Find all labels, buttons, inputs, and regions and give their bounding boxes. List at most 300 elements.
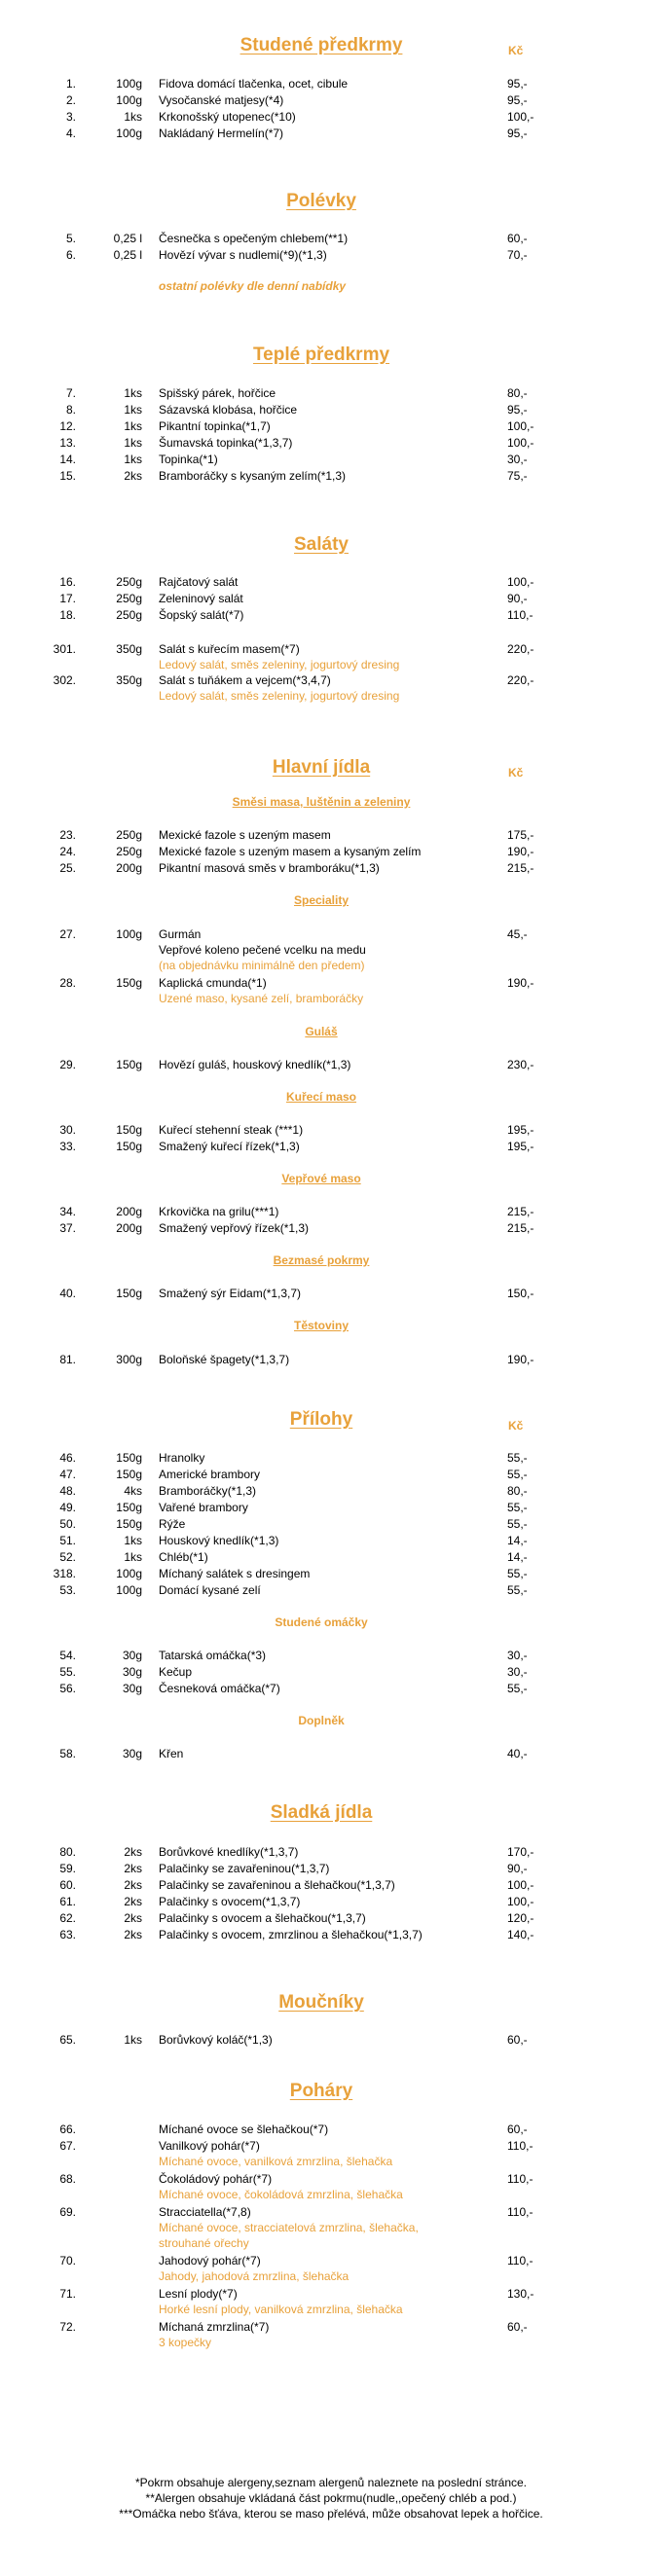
item-description: 3 kopečky [159,2336,212,2349]
menu-item [0,2204,663,2220]
item-price: 110,- [507,2172,534,2186]
item-price: 130,- [507,2287,534,2301]
item-quantity: 30g [122,1747,142,1760]
item-number: 80. [59,1845,76,1859]
menu-item [0,2122,663,2137]
menu-item [0,926,663,942]
menu-item-line [0,942,663,958]
menu-item [0,1286,663,1301]
item-number: 69. [59,2205,76,2219]
item-name: Salát s tuňákem a vejcem(*3,4,7) [159,673,331,687]
item-price: 150,- [507,1287,534,1300]
item-quantity: 4ks [124,1484,142,1498]
item-name: Vysočanské matjesy(*4) [159,93,284,107]
menu-item [0,1122,663,1138]
item-number: 40. [59,1287,76,1300]
subsection-title: Guláš [305,1025,338,1038]
menu-item [0,1648,663,1663]
section-note: ostatní polévky dle denní nabídky [159,279,347,293]
item-quantity: 1ks [124,1550,142,1564]
item-name: Vařené brambory [159,1501,248,1514]
subsection-title: Speciality [293,893,350,907]
item-quantity: 150g [116,1140,142,1153]
menu-item [0,591,663,606]
item-number: 47. [59,1468,76,1481]
item-quantity: 350g [116,642,142,656]
item-name: Hovězí guláš, houskový knedlík(*1,3) [159,1058,351,1071]
subsection-title: Doplněk [298,1714,345,1727]
item-name: Rajčatový salát [159,575,239,589]
menu-item [0,2286,663,2302]
item-quantity: 250g [116,608,142,622]
item-quantity: 300g [116,1353,142,1366]
menu-item [0,844,663,859]
item-description: Uzené maso, kysané zelí, bramboráčky [159,992,364,1005]
item-description-continued: strouhané ořechy [159,2236,249,2250]
item-price: 30,- [507,453,528,466]
menu-item [0,109,663,125]
menu-item [0,1500,663,1515]
item-name: Smažený vepřový řízek(*1,3) [159,1221,310,1235]
item-price: 95,- [507,127,528,140]
item-quantity: 1ks [124,1534,142,1547]
item-number: 81. [59,1353,76,1366]
item-number: 34. [59,1205,76,1218]
item-number: 7. [65,386,76,400]
item-quantity: 0,25 l [113,232,142,245]
menu-item [0,975,663,991]
item-price: 90,- [507,1862,528,1875]
menu-item [0,672,663,688]
item-name: Chléb(*1) [159,1550,208,1564]
section-title: Sladká jídla [270,1802,373,1823]
item-quantity: 2ks [124,1878,142,1892]
subsection-title: Kuřecí maso [285,1090,357,1104]
menu-item [0,76,663,91]
item-price: 60,- [507,2122,528,2136]
item-name: Americké brambory [159,1468,261,1481]
menu-item [0,1467,663,1482]
item-number: 56. [59,1682,76,1695]
currency-label: Kč [508,1419,524,1433]
subsection-title: Směsi masa, luštěnin a zeleniny [232,795,411,809]
footer-allergen-note-3: ***Omáčka nebo šťáva, kterou se maso přelévá, může obsahovat lepek a hořčice. [119,2507,543,2521]
menu-item [0,1910,663,1926]
item-name: Houskový knedlík(*1,3) [159,1534,279,1547]
item-name: Mexické fazole s uzeným masem [159,828,331,842]
item-price: 30,- [507,1665,528,1679]
menu-item [0,402,663,417]
item-name: Gurmán [159,927,202,941]
item-quantity: 200g [116,1221,142,1235]
menu-item [0,2032,663,2048]
item-name: Vanilkový pohár(*7) [159,2139,260,2153]
item-quantity: 100g [116,93,142,107]
item-quantity: 100g [116,127,142,140]
item-name: Lesní plody(*7) [159,2287,238,2301]
item-number: 37. [59,1221,76,1235]
item-number: 55. [59,1665,76,1679]
item-name: Palačinky se zavařeninou(*1,3,7) [159,1862,330,1875]
item-number: 28. [59,976,76,990]
item-number: 59. [59,1862,76,1875]
item-quantity: 250g [116,575,142,589]
item-price: 80,- [507,386,528,400]
item-price: 55,- [507,1583,528,1597]
item-number: 15. [59,469,76,483]
item-name-continued: Vepřové koleno pečené vcelku na medu [159,943,366,957]
item-number: 60. [59,1878,76,1892]
item-price: 215,- [507,861,534,875]
item-price: 215,- [507,1205,534,1218]
item-description: Horké lesní plody, vanilková zmrzlina, šlehačka [159,2303,403,2316]
item-description: Ledový salát, směs zeleniny, jogurtový dresing [159,658,400,671]
item-number: 8. [65,403,76,417]
item-quantity: 200g [116,861,142,875]
item-number: 4. [65,127,76,140]
item-price: 100,- [507,110,534,124]
menu-item [0,1549,663,1565]
item-name: Kečup [159,1665,193,1679]
menu-item [0,2138,663,2154]
item-quantity: 2ks [124,1862,142,1875]
item-price: 75,- [507,469,528,483]
item-number: 14. [59,453,76,466]
item-name: Palačinky s ovocem, zmrzlinou a šlehačkou(*1,3,7) [159,1928,423,1941]
item-price: 140,- [507,1928,534,1941]
item-number: 33. [59,1140,76,1153]
menu-item [0,2171,663,2187]
item-quantity: 250g [116,845,142,858]
item-price: 55,- [507,1501,528,1514]
item-number: 18. [59,608,76,622]
menu-item [0,418,663,434]
item-number: 48. [59,1484,76,1498]
item-price: 215,- [507,1221,534,1235]
item-number: 13. [59,436,76,450]
item-price: 55,- [507,1451,528,1465]
item-number: 318. [53,1567,76,1580]
item-quantity: 150g [116,1517,142,1531]
menu-item [0,1746,663,1761]
item-quantity: 100g [116,927,142,941]
item-name: Borůvkové knedlíky(*1,3,7) [159,1845,299,1859]
item-price: 80,- [507,1484,528,1498]
item-name: Stracciatella(*7,8) [159,2205,251,2219]
menu-item [0,1483,663,1499]
item-number: 63. [59,1928,76,1941]
item-name: Česneková omáčka(*7) [159,1682,280,1695]
item-quantity: 1ks [124,403,142,417]
menu-item [0,1516,663,1532]
item-quantity: 1ks [124,436,142,450]
menu-item [0,1861,663,1876]
item-number: 5. [65,232,76,245]
item-price: 55,- [507,1517,528,1531]
menu-item [0,1220,663,1236]
item-price: 100,- [507,575,534,589]
item-price: 100,- [507,419,534,433]
item-number: 29. [59,1058,76,1071]
item-number: 62. [59,1911,76,1925]
item-number: 6. [65,248,76,262]
menu-item [0,1533,663,1548]
item-quantity: 150g [116,1287,142,1300]
item-name: Pikantní topinka(*1,7) [159,419,271,433]
subsection-title: Vepřové maso [281,1172,361,1185]
item-quantity: 150g [116,1501,142,1514]
menu-item [0,1352,663,1367]
item-quantity: 200g [116,1205,142,1218]
item-description: (na objednávku minimálně den předem) [159,959,365,972]
item-name: Tatarská omáčka(*3) [159,1649,267,1662]
item-quantity: 150g [116,1468,142,1481]
item-name: Domácí kysané zelí [159,1583,261,1597]
item-number: 65. [59,2033,76,2047]
item-price: 190,- [507,976,534,990]
item-price: 220,- [507,642,534,656]
menu-item [0,1927,663,1942]
item-number: 49. [59,1501,76,1514]
item-number: 27. [59,927,76,941]
item-quantity: 1ks [124,453,142,466]
menu-item [0,827,663,843]
item-quantity: 1ks [124,419,142,433]
menu-item [0,435,663,451]
item-price: 110,- [507,608,534,622]
item-price: 170,- [507,1845,534,1859]
item-price: 100,- [507,1878,534,1892]
item-price: 14,- [507,1534,528,1547]
item-number: 301. [53,642,76,656]
item-price: 95,- [507,93,528,107]
menu-item [0,126,663,141]
item-price: 60,- [507,2033,528,2047]
menu-item [0,607,663,623]
item-price: 30,- [507,1649,528,1662]
item-quantity: 250g [116,592,142,605]
item-number: 50. [59,1517,76,1531]
item-quantity: 2ks [124,1895,142,1908]
item-quantity: 150g [116,1123,142,1137]
item-price: 40,- [507,1747,528,1760]
item-name: Palačinky s ovocem(*1,3,7) [159,1895,301,1908]
item-price: 60,- [507,2320,528,2334]
item-price: 110,- [507,2139,534,2153]
menu-item [0,1139,663,1154]
item-quantity: 30g [122,1665,142,1679]
item-price: 60,- [507,232,528,245]
item-name: Hranolky [159,1451,205,1465]
menu-item [0,2253,663,2268]
item-number: 68. [59,2172,76,2186]
item-price: 70,- [507,248,528,262]
currency-label: Kč [508,44,524,57]
menu-item [0,1664,663,1680]
menu-item [0,860,663,876]
menu-item [0,1877,663,1893]
item-description: Jahody, jahodová zmrzlina, šlehačka [159,2269,350,2283]
item-name: Spišský párek, hořčice [159,386,276,400]
item-name: Salát s kuřecím masem(*7) [159,642,300,656]
item-quantity: 2ks [124,1928,142,1941]
item-name: Topinka(*1) [159,453,218,466]
item-name: Hovězí vývar s nudlemi(*9)(*1,3) [159,248,327,262]
footer-allergen-note-1: *Pokrm obsahuje alergeny,seznam alergenů naleznete na poslední stránce. [134,2476,528,2489]
menu-item [0,231,663,246]
subsection-title: Studené omáčky [275,1615,368,1629]
item-number: 23. [59,828,76,842]
item-number: 17. [59,592,76,605]
item-price: 220,- [507,673,534,687]
item-quantity: 150g [116,976,142,990]
item-number: 54. [59,1649,76,1662]
menu-item [0,1844,663,1860]
item-price: 55,- [507,1682,528,1695]
item-price: 55,- [507,1567,528,1580]
menu-item [0,641,663,657]
item-name: Smažený sýr Eidam(*1,3,7) [159,1287,302,1300]
item-number: 67. [59,2139,76,2153]
item-quantity: 100g [116,1583,142,1597]
menu-item [0,1582,663,1598]
section-title: Studené předkrmy [239,35,403,55]
item-number: 1. [65,77,76,91]
item-quantity: 2ks [124,469,142,483]
item-name: Bramboráčky s kysaným zelím(*1,3) [159,469,347,483]
item-number: 3. [65,110,76,124]
item-name: Šopský salát(*7) [159,608,244,622]
menu-item [0,1681,663,1696]
item-price: 90,- [507,592,528,605]
item-name: Čokoládový pohár(*7) [159,2172,273,2186]
menu-item [0,247,663,263]
item-price: 45,- [507,927,528,941]
menu-item [0,468,663,484]
item-price: 110,- [507,2205,534,2219]
item-name: Pikantní masová směs v bramboráku(*1,3) [159,861,380,875]
item-price: 100,- [507,436,534,450]
item-number: 30. [59,1123,76,1137]
item-name: Kuřecí stehenní steak (***1) [159,1123,304,1137]
item-name: Borůvkový koláč(*1,3) [159,2033,273,2047]
item-name: Smažený kuřecí řízek(*1,3) [159,1140,300,1153]
item-quantity: 1ks [124,110,142,124]
item-price: 55,- [507,1468,528,1481]
item-description: Míchané ovoce, stracciatelová zmrzlina, šlehačka, [159,2221,419,2234]
item-quantity: 1ks [124,2033,142,2047]
subsection-title: Těstoviny [293,1319,349,1332]
section-title: Moučníky [278,1992,364,2013]
item-quantity: 30g [122,1682,142,1695]
item-price: 195,- [507,1123,534,1137]
item-price: 190,- [507,845,534,858]
item-name: Míchané ovoce se šlehačkou(*7) [159,2122,329,2136]
item-name: Mexické fazole s uzeným masem a kysaným zelím [159,845,422,858]
section-title: Polévky [286,191,356,211]
menu-item [0,574,663,590]
item-number: 51. [59,1534,76,1547]
currency-label: Kč [508,766,524,780]
item-number: 70. [59,2254,76,2268]
item-quantity: 150g [116,1058,142,1071]
section-title: Hlavní jídla [272,757,371,778]
item-quantity: 100g [116,1567,142,1580]
item-price: 14,- [507,1550,528,1564]
menu-item [0,1450,663,1466]
item-name: Bramboráčky(*1,3) [159,1484,257,1498]
item-name: Sázavská klobása, hořčice [159,403,298,417]
item-quantity: 100g [116,77,142,91]
item-number: 24. [59,845,76,858]
item-price: 100,- [507,1895,534,1908]
item-price: 230,- [507,1058,534,1071]
item-number: 25. [59,861,76,875]
item-name: Krkonošský utopenec(*10) [159,110,296,124]
item-name: Česnečka s opečeným chlebem(**1) [159,232,349,245]
item-name: Palačinky se zavařeninou a šlehačkou(*1,3,7) [159,1878,395,1892]
item-price: 95,- [507,77,528,91]
item-quantity: 0,25 l [113,248,142,262]
menu-item [0,1894,663,1909]
menu-item [0,385,663,401]
item-name: Boloňské špagety(*1,3,7) [159,1353,290,1366]
item-number: 302. [53,673,76,687]
menu-item [0,92,663,108]
item-number: 66. [59,2122,76,2136]
item-description: Ledový salát, směs zeleniny, jogurtový dresing [159,689,400,703]
item-number: 61. [59,1895,76,1908]
item-name: Kaplická cmunda(*1) [159,976,267,990]
item-name: Míchaný salátek s dresingem [159,1567,311,1580]
item-name: Šumavská topinka(*1,3,7) [159,436,293,450]
item-price: 190,- [507,1353,534,1366]
item-quantity: 2ks [124,1911,142,1925]
item-quantity: 150g [116,1451,142,1465]
item-name: Zeleninový salát [159,592,243,605]
item-number: 53. [59,1583,76,1597]
item-name: Palačinky s ovocem a šlehačkou(*1,3,7) [159,1911,366,1925]
item-name: Nakládaný Hermelín(*7) [159,127,284,140]
section-title: Přílohy [289,1409,353,1430]
footer-allergen-note-2: **Alergen obsahuje vkládaná část pokrmu(nudle,,opečený chléb a pod.) [145,2491,517,2505]
item-price: 110,- [507,2254,534,2268]
menu-item [0,452,663,467]
item-quantity: 350g [116,673,142,687]
item-number: 72. [59,2320,76,2334]
item-quantity: 30g [122,1649,142,1662]
item-quantity: 250g [116,828,142,842]
item-number: 46. [59,1451,76,1465]
subsection-title: Bezmasé pokrmy [273,1253,370,1267]
item-name: Křen [159,1747,184,1760]
item-quantity: 2ks [124,1845,142,1859]
section-title: Saláty [294,534,349,555]
menu-item [0,1566,663,1581]
section-title: Teplé předkrmy [252,345,390,365]
item-number: 71. [59,2287,76,2301]
item-name: Krkovička na grilu(***1) [159,1205,279,1218]
item-description: Míchané ovoce, čokoládová zmrzlina, šlehačka [159,2188,403,2201]
menu-item [0,1204,663,1219]
item-number: 58. [59,1747,76,1760]
menu-item [0,1057,663,1072]
item-price: 175,- [507,828,534,842]
item-name: Fidova domácí tlačenka, ocet, cibule [159,77,349,91]
item-quantity: 1ks [124,386,142,400]
item-name: Rýže [159,1517,186,1531]
item-description: Míchané ovoce, vanilková zmrzlina, šlehačka [159,2155,393,2168]
